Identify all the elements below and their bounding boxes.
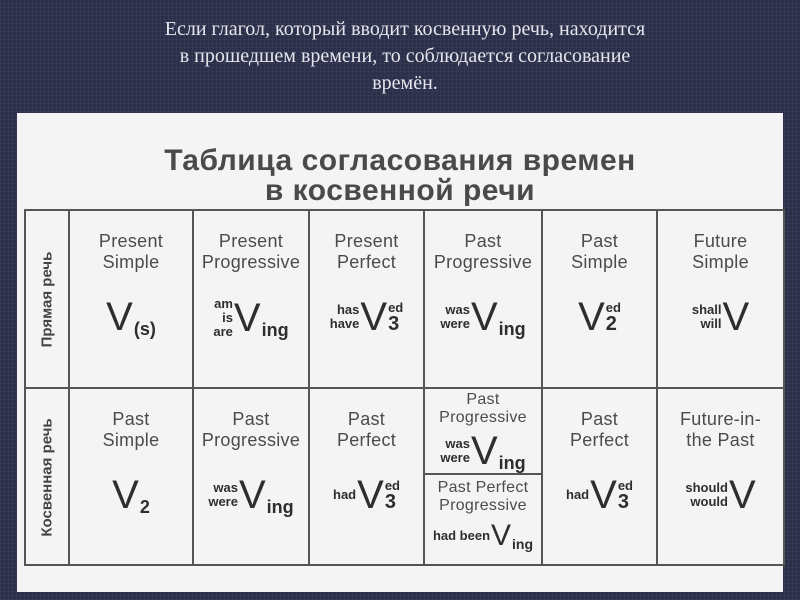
- tense-name-line: Past: [466, 391, 500, 408]
- table-cell-indirect: [194, 389, 308, 565]
- tense-name: [310, 231, 423, 273]
- verb-formula: [425, 297, 541, 337]
- verb-subscript: 3: [388, 312, 400, 335]
- auxiliary-verb: had: [566, 487, 590, 502]
- verb-subscript: 3: [617, 490, 629, 513]
- verb-symbol: V: [590, 473, 617, 517]
- slide-title: [60, 16, 750, 97]
- tense-name-line: Past: [580, 231, 619, 251]
- verb-symbol: V: [491, 519, 512, 552]
- tense-name-line: Future: [693, 231, 748, 251]
- tense-name-line: Progressive: [201, 430, 301, 450]
- table-cell-direct: [658, 211, 783, 387]
- verb-formula: [70, 475, 192, 515]
- verb-symbol: V: [728, 473, 756, 517]
- tense-name-line: Simple: [692, 252, 749, 272]
- table-cell-direct: [425, 211, 541, 387]
- tense-name-line: Simple: [102, 430, 160, 450]
- verb-formula: [70, 297, 192, 337]
- tense-name-line: Perfect: [569, 430, 630, 450]
- auxiliary-verbs: [440, 437, 470, 465]
- verb-subscript: 3: [384, 490, 396, 513]
- auxiliary-verb: were: [208, 494, 238, 509]
- table-cell-direct: [310, 211, 423, 387]
- tense-name: [194, 231, 308, 273]
- verb-formula: [543, 297, 656, 337]
- slide-title-line-3: времён.: [372, 72, 438, 94]
- row-label-indirect-text: Косвенная речь: [38, 418, 56, 537]
- verb-symbol: V: [470, 295, 498, 339]
- auxiliary-verb: was: [445, 436, 470, 451]
- auxiliary-verbs: [330, 303, 360, 331]
- tense-name-line: Past: [347, 409, 386, 429]
- verb-formula: [310, 297, 423, 337]
- tense-name-line: Past: [112, 409, 150, 429]
- table-cell-indirect: [543, 389, 656, 565]
- auxiliary-verb: has: [336, 302, 360, 317]
- tense-name-line: Progressive: [433, 252, 533, 272]
- verb-subscript: 2: [139, 496, 150, 517]
- verb-subscript: 2: [605, 312, 617, 335]
- verb-formula: [658, 475, 783, 515]
- verb-superscript: ed: [384, 477, 400, 493]
- verb-symbol: V: [238, 473, 266, 517]
- auxiliary-verbs: [566, 488, 589, 502]
- verb-symbol: V: [112, 473, 139, 517]
- verb-formula: [425, 521, 541, 551]
- verb-symbol: V: [470, 429, 498, 473]
- auxiliary-verbs: [213, 297, 233, 339]
- verb-symbol: V: [233, 296, 261, 340]
- table-cell-indirect: [310, 389, 423, 565]
- verb-symbol: V: [578, 295, 605, 339]
- tense-name: [543, 409, 656, 451]
- tense-table: [24, 209, 785, 566]
- tense-name-line: Past: [232, 409, 270, 429]
- table-cell-indirect: [425, 389, 541, 565]
- auxiliary-verb: were: [440, 316, 470, 331]
- tense-name-line: Simple: [102, 252, 160, 272]
- tense-name: [194, 409, 308, 451]
- verb-index: [606, 301, 621, 334]
- verb-formula: [425, 431, 541, 471]
- cell-split-divider: [425, 473, 541, 475]
- tense-name-line: Past Perfect: [437, 479, 529, 496]
- table-cell-indirect: [70, 389, 192, 565]
- auxiliary-verb: should: [685, 480, 728, 495]
- table-cell-direct: [543, 211, 656, 387]
- tense-name-line: the Past: [686, 430, 755, 450]
- verb-subscript: (s): [133, 318, 156, 339]
- verb-subscript: ing: [512, 536, 534, 552]
- tense-name: [70, 231, 192, 273]
- tense-name-line: Present: [334, 231, 399, 251]
- verb-symbol: V: [722, 295, 750, 339]
- verb-symbol: V: [357, 473, 384, 517]
- auxiliary-verbs: [685, 481, 728, 509]
- verb-symbol: V: [360, 295, 388, 339]
- verb-formula: [543, 475, 656, 515]
- auxiliary-verbs: [433, 529, 490, 543]
- row-label-direct-text: Прямая речь: [38, 251, 56, 347]
- auxiliary-verbs: [208, 481, 238, 509]
- tense-name-line: Simple: [571, 252, 628, 272]
- table-card: [17, 113, 783, 592]
- verb-formula: [194, 475, 308, 515]
- auxiliary-verb: are: [213, 324, 233, 339]
- auxiliary-verb: shall: [691, 302, 722, 317]
- table-heading: [17, 146, 783, 206]
- auxiliary-verb: had: [333, 487, 357, 502]
- auxiliary-verb: had been: [432, 528, 491, 543]
- table-heading-line-2: в косвенной речи: [264, 174, 536, 207]
- tense-name-line: Present: [218, 231, 284, 251]
- tense-name: [310, 409, 423, 451]
- verb-index: [618, 479, 633, 512]
- verb-subscript: ing: [498, 452, 526, 473]
- table-cell-indirect: [658, 389, 783, 565]
- auxiliary-verbs: [440, 303, 470, 331]
- verb-index: [385, 479, 400, 512]
- tense-name-line: Future-in-: [679, 409, 762, 429]
- auxiliary-verb: was: [445, 302, 470, 317]
- tense-name: [425, 391, 541, 427]
- slide-title-line-1: Если глагол, который вводит косвенную речь, находится: [164, 18, 646, 40]
- auxiliary-verbs: [692, 303, 722, 331]
- verb-index: [388, 301, 403, 334]
- tense-name: [658, 231, 783, 273]
- verb-superscript: ed: [388, 299, 404, 315]
- auxiliary-verb: will: [700, 316, 722, 331]
- auxiliary-verb: was: [213, 480, 238, 495]
- tense-name: [70, 409, 192, 451]
- tense-name-line: Perfect: [336, 252, 397, 272]
- table-cell-direct: [70, 211, 192, 387]
- auxiliary-verb: is: [222, 310, 233, 325]
- verb-superscript: ed: [617, 477, 633, 493]
- slide-title-line-2: в прошедшем времени, то соблюдается согласование: [179, 45, 631, 67]
- auxiliary-verb: am: [214, 296, 233, 311]
- tense-name-line: Past: [464, 231, 502, 251]
- row-label-direct: [26, 211, 68, 387]
- tense-name-line: Present: [98, 231, 164, 251]
- auxiliary-verb: have: [329, 316, 360, 331]
- verb-subscript: ing: [498, 318, 526, 339]
- table-heading-line-1: Таблица согласования времен: [164, 144, 636, 177]
- tense-name: [425, 479, 541, 515]
- auxiliary-verb: would: [690, 494, 728, 509]
- verb-formula: [194, 297, 308, 339]
- verb-superscript: ed: [605, 299, 621, 315]
- verb-symbol: V: [106, 295, 133, 339]
- row-label-indirect: [26, 389, 68, 566]
- tense-name-line: Progressive: [201, 252, 301, 272]
- auxiliary-verbs: [333, 488, 356, 502]
- verb-formula: [658, 297, 783, 337]
- tense-name-line: Progressive: [439, 497, 527, 514]
- auxiliary-verb: were: [440, 450, 470, 465]
- verb-subscript: ing: [261, 319, 289, 340]
- verb-subscript: ing: [266, 496, 294, 517]
- tense-name-line: Progressive: [439, 409, 527, 426]
- tense-name-line: Perfect: [336, 430, 397, 450]
- verb-formula: [310, 475, 423, 515]
- table-cell-direct: [194, 211, 308, 387]
- tense-name: [658, 409, 783, 451]
- tense-name-line: Past: [580, 409, 619, 429]
- tense-name: [543, 231, 656, 273]
- tense-name: [425, 231, 541, 273]
